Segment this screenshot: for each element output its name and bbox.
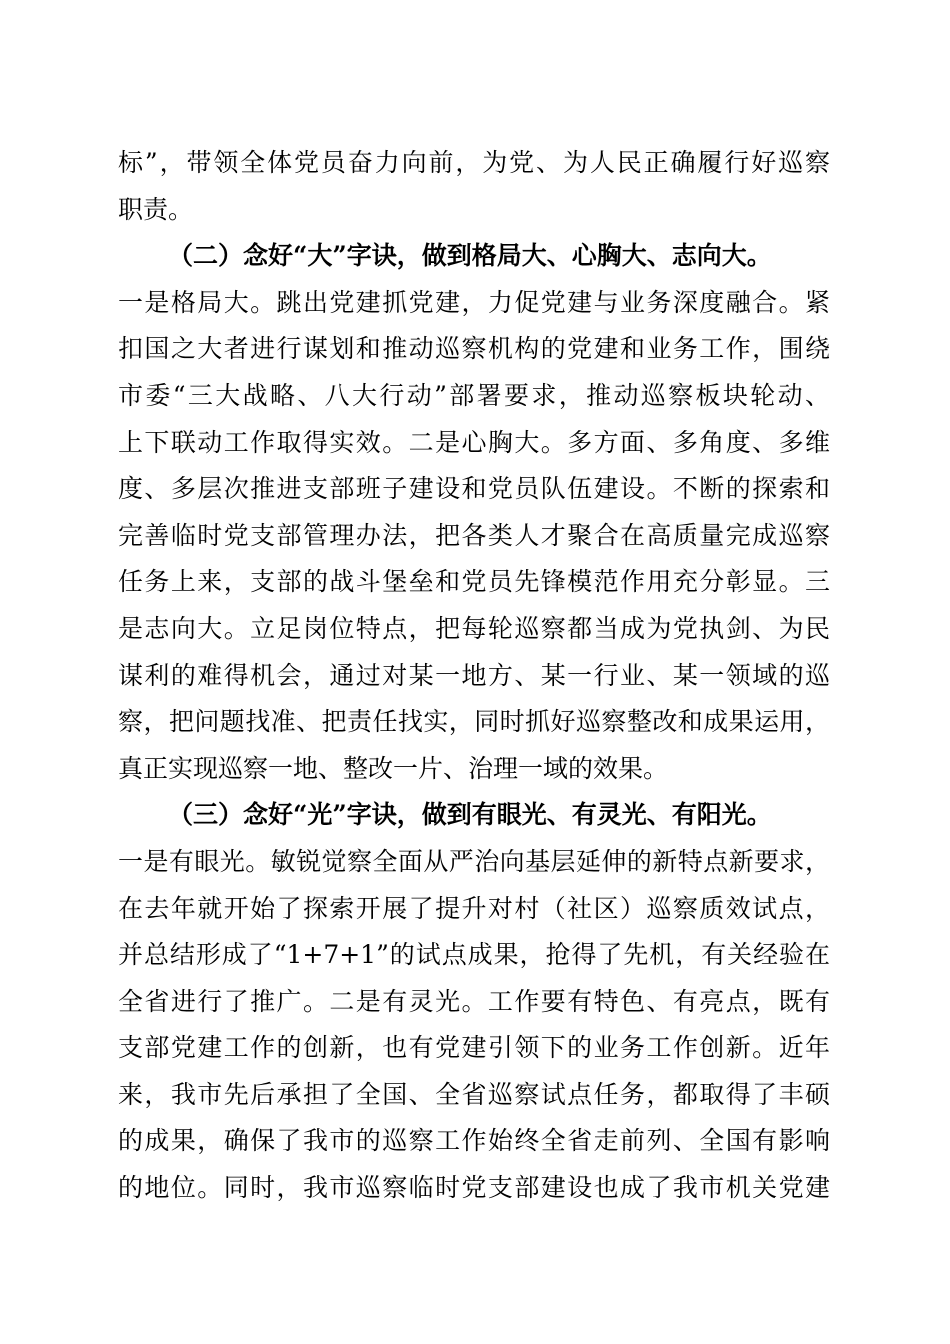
text-line: 是志向大。立足岗位特点，把每轮巡察都当成为党执剑、为民 (118, 613, 830, 643)
text-line: 扣国之大者进行谋划和推动巡察机构的党建和业务工作，围绕 (118, 334, 830, 364)
text-line: 察，把问题找准、把责任找实，同时抓好巡察整改和成果运用， (118, 707, 830, 737)
text-line: 标”，带领全体党员奋力向前，为党、为人民正确履行好巡察 (118, 148, 830, 177)
text-line: 支部党建工作的创新，也有党建引领下的业务工作创新。近年 (118, 1033, 830, 1063)
text-line: 完善临时党支部管理办法，把各类人才聚合在高质量完成巡察 (118, 520, 830, 550)
text-line: 上下联动工作取得实效。二是心胸大。多方面、多角度、多维 (118, 427, 830, 457)
paragraph-section-3 (118, 839, 830, 1212)
document-body (118, 140, 830, 1212)
text-line: 一是有眼光。敏锐觉察全面从严治向基层延伸的新特点新要求， (118, 846, 830, 876)
section-heading-3: （三）念好“光”字诀，做到有眼光、有灵光、有阳光。 (168, 800, 772, 830)
paragraph-continuation (118, 140, 830, 233)
text-line: 任务上来，支部的战斗堡垒和党员先锋模范作用充分彰显。三 (118, 567, 830, 597)
text-line: 谋利的难得机会，通过对某一地方、某一行业、某一领域的巡 (118, 660, 830, 690)
text-line: 在去年就开始了探索开展了提升对村（社区）巡察质效试点， (118, 893, 830, 923)
text-line: 的成果，确保了我市的巡察工作始终全省走前列、全国有影响 (118, 1126, 830, 1156)
text-line: 职责。 (118, 194, 194, 224)
text-line: 一是格局大。跳出党建抓党建，力促党建与业务深度融合。紧 (118, 287, 830, 317)
text-line: 的地位。同时，我市巡察临时党支部建设也成了我市机关党建 (118, 1173, 830, 1203)
text-line: 度、多层次推进支部班子建设和党员队伍建设。不断的探索和 (118, 474, 830, 504)
text-line: 全省进行了推广。二是有灵光。工作要有特色、有亮点，既有 (118, 986, 830, 1016)
section-heading-2: （二）念好“大”字诀，做到格局大、心胸大、志向大。 (168, 241, 772, 271)
text-line: 真正实现巡察一地、整改一片、治理一域的效果。 (118, 753, 669, 783)
text-line: 来，我市先后承担了全国、全省巡察试点任务，都取得了丰硕 (118, 1079, 830, 1109)
text-line: 并总结形成了“1+7+1”的试点成果，抢得了先机，有关经验在 (118, 940, 830, 970)
text-line: 市委“三大战略、八大行动”部署要求，推动巡察板块轮动、 (118, 380, 830, 410)
paragraph-section-2 (118, 280, 830, 793)
